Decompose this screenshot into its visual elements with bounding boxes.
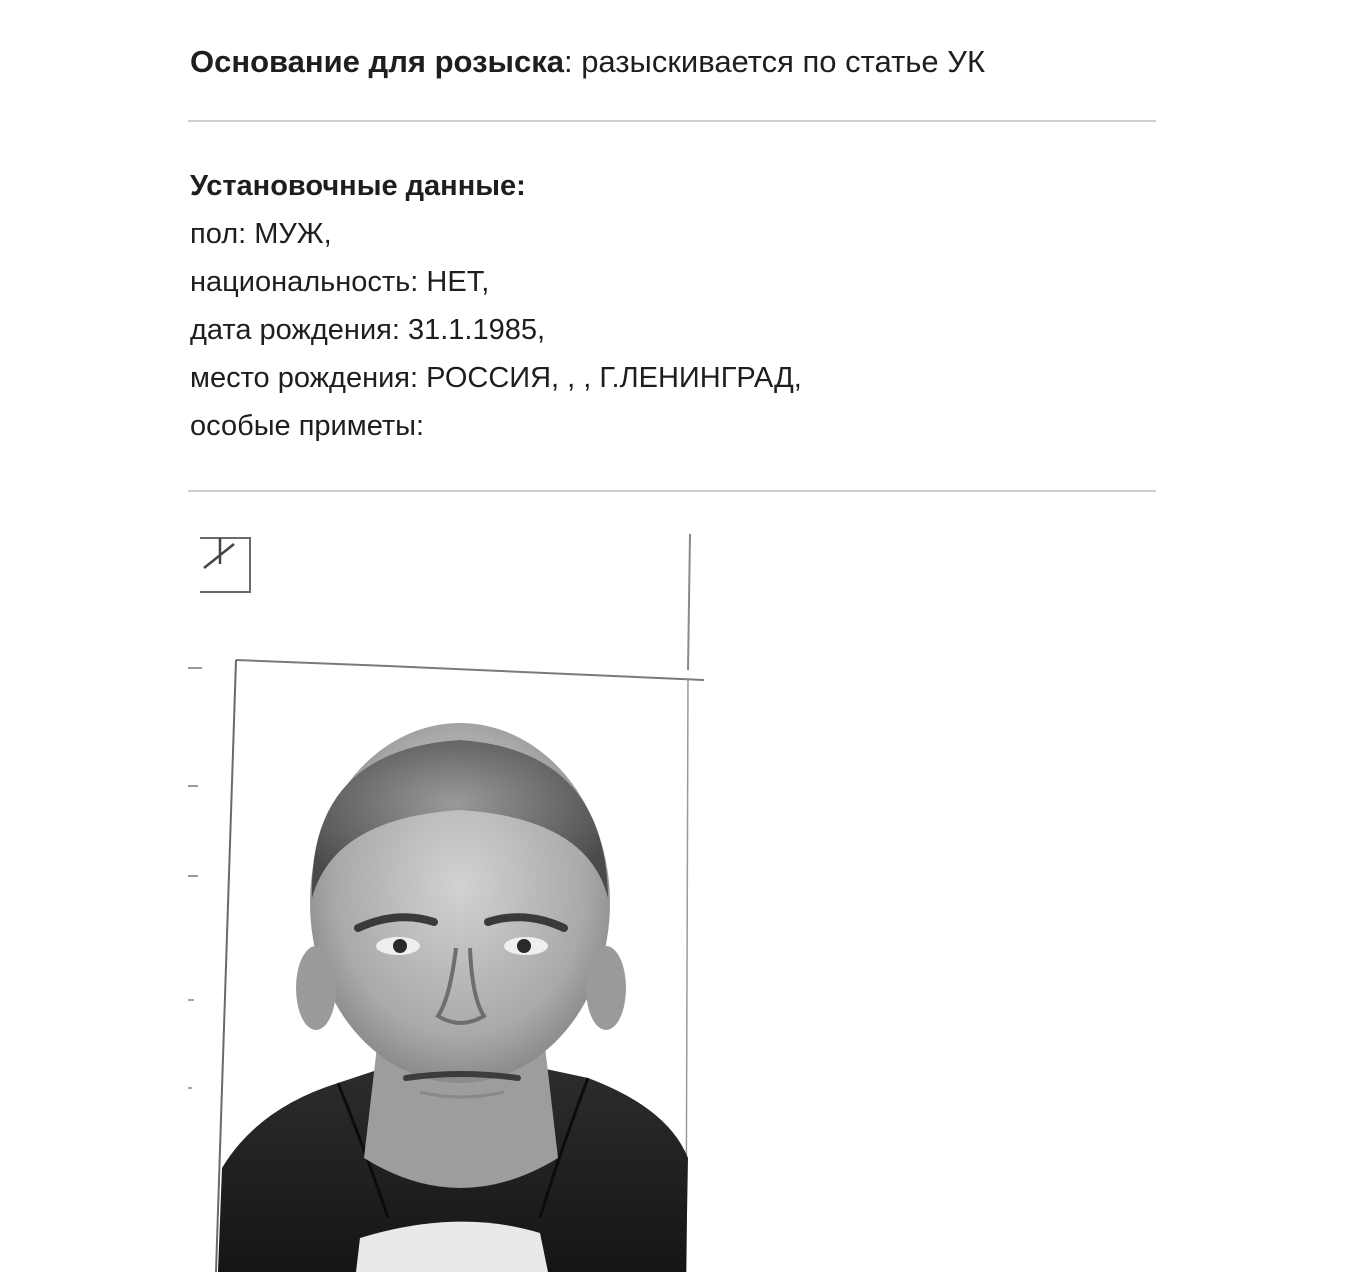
search-basis-label: Основание для розыска [190, 44, 564, 79]
detail-sex: пол: МУЖ, [190, 218, 332, 250]
details-heading: Установочные данные: [190, 170, 526, 202]
identification-details [190, 162, 802, 450]
divider-bottom [188, 490, 1156, 492]
detail-birth-date: дата рождения: 31.1.1985, [190, 314, 546, 346]
detail-special-marks: особые приметы: [190, 410, 425, 442]
search-basis-separator: : [563, 44, 582, 79]
search-basis [190, 40, 985, 84]
divider-top [188, 120, 1156, 122]
search-basis-value: разыскивается по статье УК [581, 44, 986, 79]
suspect-photo [188, 518, 728, 1272]
detail-nationality: национальность: НЕТ, [190, 266, 490, 298]
scanned-photo-card [188, 518, 728, 1272]
detail-birth-place: место рождения: РОССИЯ, , , Г.ЛЕНИНГРАД, [190, 362, 802, 394]
